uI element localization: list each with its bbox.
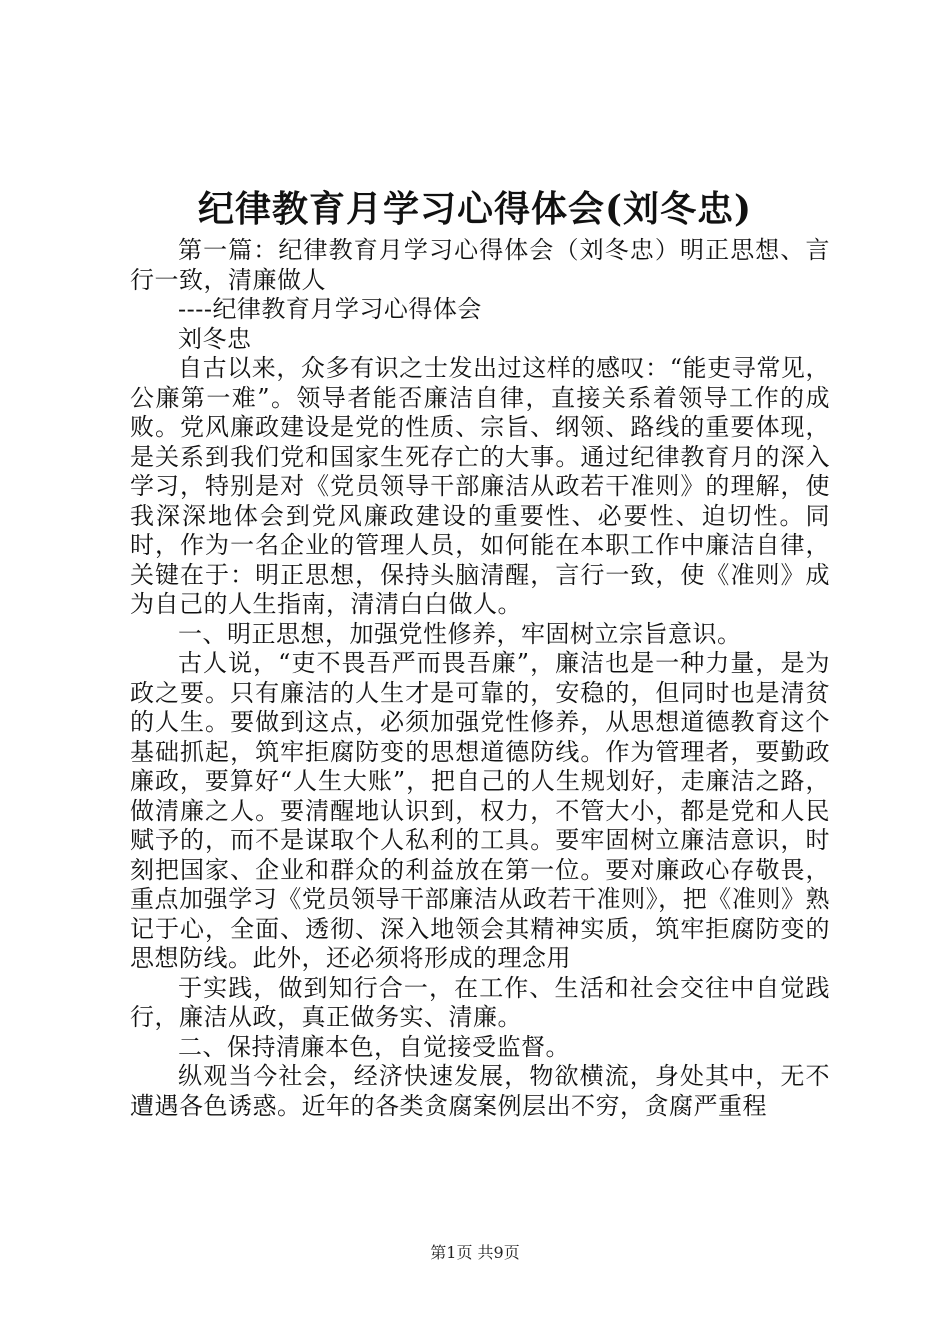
- paragraph-section-one-body: 古人说，“吏不畏吾严而畏吾廉”，廉洁也是一种力量，是为政之要。只有廉洁的人生才是可靠的，安稳的，但同时也是清贫的人生。要做到这点，必须加强党性修养，从思想道德教育这个基础抓起，筑牢拒腐防变的思想道德防线。作为管理者，要勤政廉政，要算好“人生大账”，把自己的人生规划好，走廉洁之路，做清廉之人。要清醒地认识到，权力，不管大小，都是党和人民赋予的，而不是谋取个人私利的工具。要牢固树立廉洁意识，时刻把国家、企业和群众的利益放在第一位。要对廉政心存敬畏，重点加强学习《党员领导干部廉洁从政若干准则》，把《准则》熟记于心，全面、透彻、深入地领会其精神实质，筑牢拒腐防变的思想防线。此外，还必须将形成的理念用: [130, 649, 830, 972]
- paragraph-intro: 自古以来，众多有识之士发出过这样的感叹：“能吏寻常见，公廉第一难”。领导者能否廉洁自律，直接关系着领导工作的成败。党风廉政建设是党的性质、宗旨、纲领、路线的重要体现，是关系到我们党和国家生死存亡的大事。通过纪律教育月的深入学习，特别是对《党员领导干部廉洁从政若干准则》的理解，使我深深地体会到党风廉政建设的重要性、必要性、迫切性。同时，作为一名企业的管理人员，如何能在本职工作中廉洁自律，关键在于：明正思想，保持头脑清醒，言行一致，使《准则》成为自己的人生指南，清清白白做人。: [130, 354, 830, 618]
- paragraph-subtitle: ----纪律教育月学习心得体会: [178, 295, 482, 323]
- page-footer: 第1页 共9页: [430, 1243, 520, 1262]
- document-body: [130, 236, 830, 1121]
- paragraph-section-one-continued: 于实践，做到知行合一，在工作、生活和社会交往中自觉践行，廉洁从政，真正做务实、清廉。: [130, 973, 830, 1031]
- paragraph-author: 刘冬忠: [178, 324, 252, 353]
- paragraph-section-one-heading: 一、明正思想，加强党性修养，牢固树立宗旨意识。: [178, 619, 742, 648]
- paragraph-section-two-body: 纵观当今社会，经济快速发展，物欲横流，身处其中，无不遭遇各色诱惑。近年的各类贪腐案例层出不穷，贪腐严重程: [130, 1062, 830, 1120]
- paragraph-heading-first: 第一篇：纪律教育月学习心得体会（刘冬忠）明正思想、言行一致，清廉做人: [130, 236, 830, 294]
- paragraph-section-two-heading: 二、保持清廉本色，自觉接受监督。: [178, 1032, 570, 1061]
- document-title: 纪律教育月学习心得体会(刘冬忠): [197, 188, 753, 230]
